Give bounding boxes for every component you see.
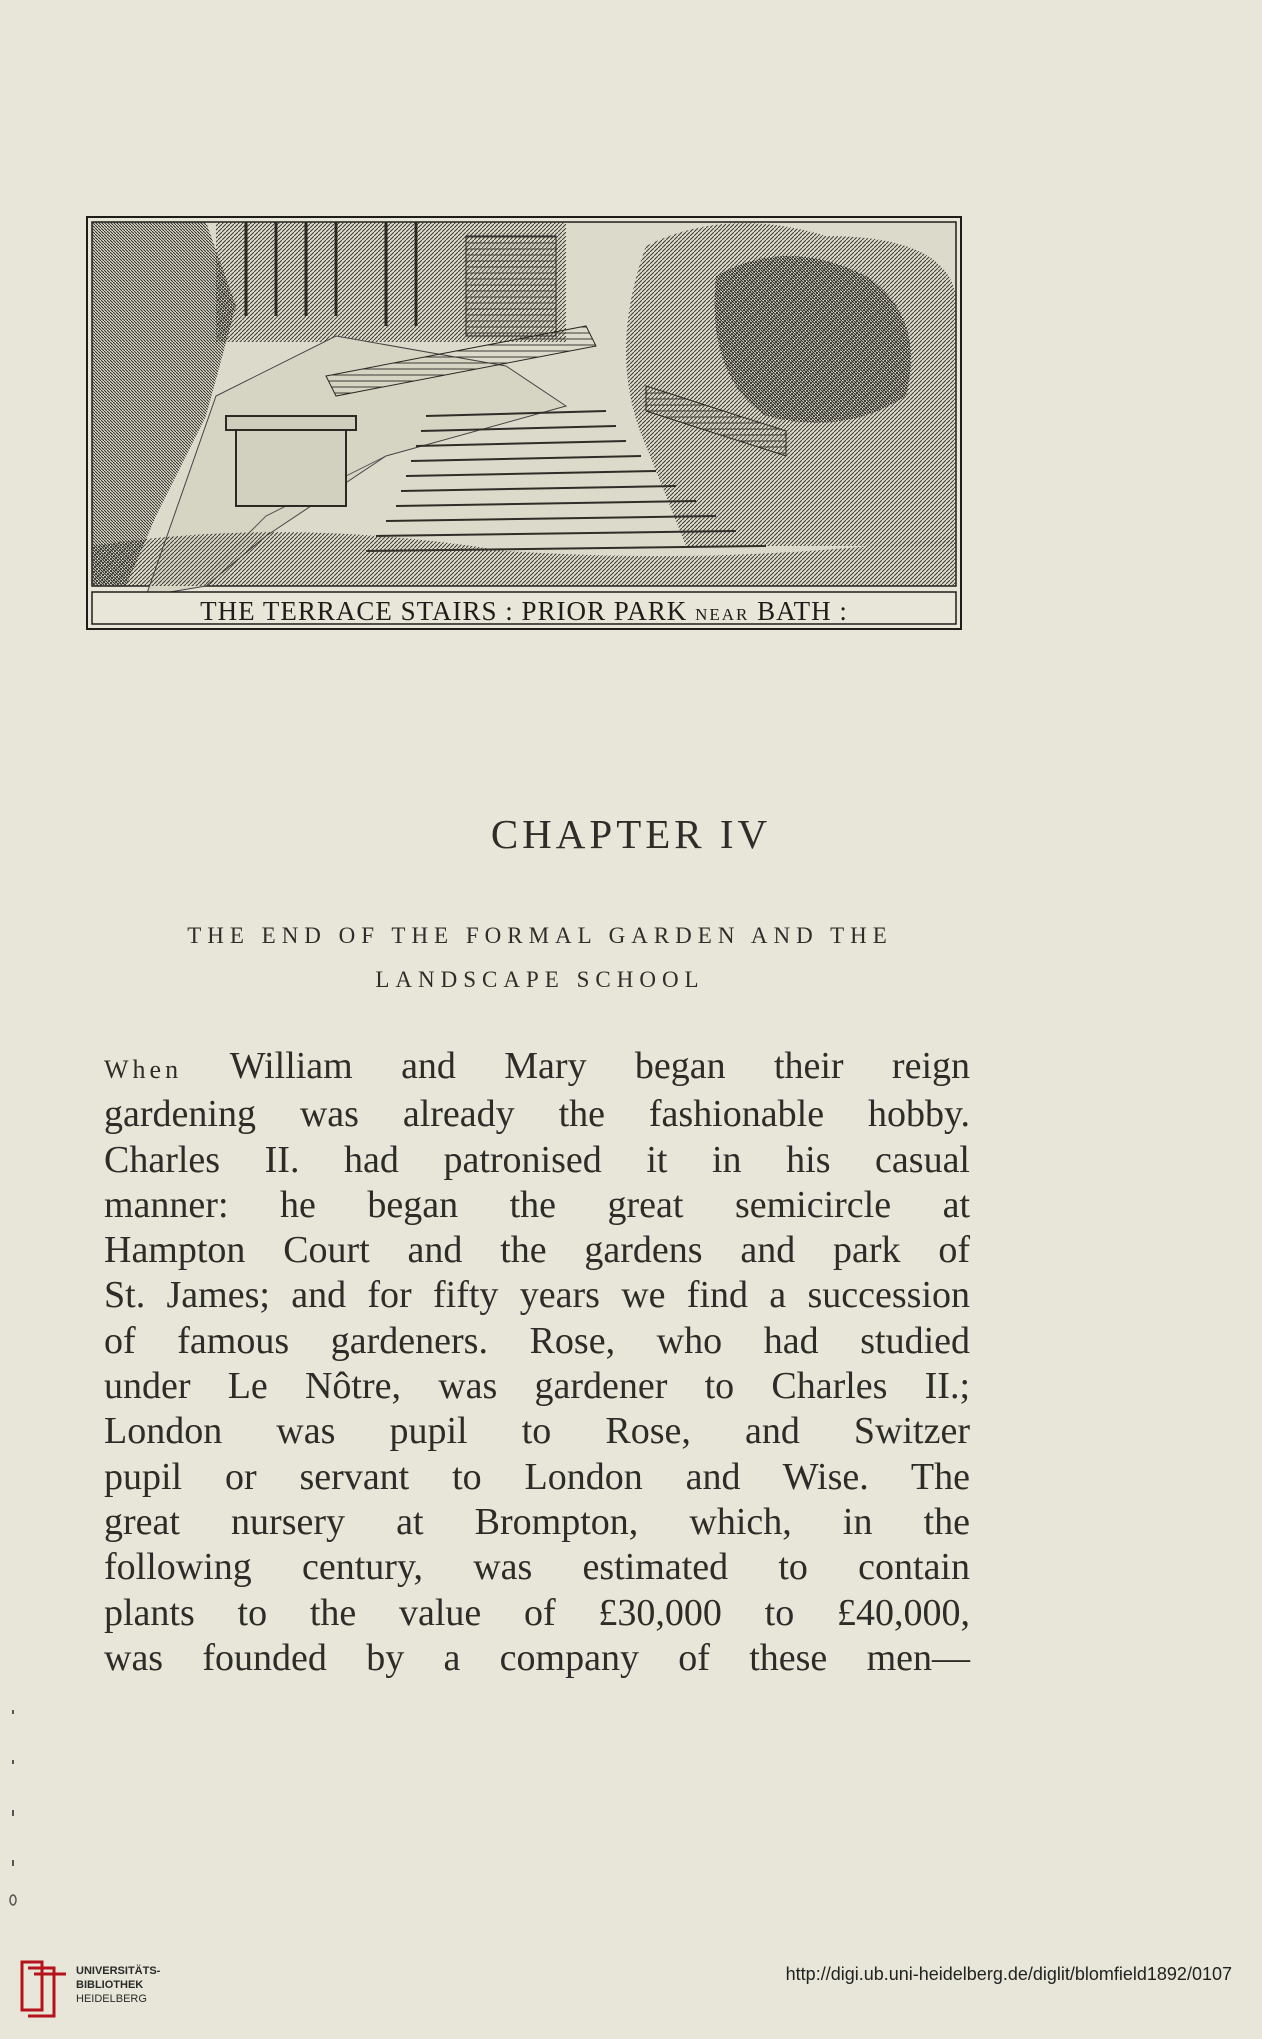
body-line: Hampton Court and the gardens and park of (104, 1229, 970, 1272)
library-line-2: BIBLIOTHEK (76, 1979, 144, 1991)
body-line: great nursery at Brompton, which, in the (104, 1500, 970, 1543)
library-line-1: UNIVERSITÄTS- (76, 1965, 161, 1977)
chapter-subtitle (100, 914, 980, 1002)
body-paragraph (104, 1044, 970, 1681)
chapter-title: CHAPTER IV (490, 811, 772, 857)
body-line: following century, was estimated to contain (104, 1546, 970, 1589)
illustration-plate (86, 216, 962, 630)
plate-caption (90, 596, 958, 626)
body-line (104, 1044, 970, 1092)
body-line: under Le Nôtre, was gardener to Charles II.; (104, 1365, 970, 1408)
library-name (76, 1964, 160, 2006)
body-line: plants to the value of £30,000 to £40,000, (104, 1591, 970, 1634)
body-line: was founded by a company of these men— (104, 1636, 970, 1679)
terrace-stairs-engraving (86, 216, 962, 630)
caption-end: BATH : (757, 596, 848, 626)
caption-small-word: NEAR (695, 605, 750, 624)
body-line: gardening was already the fashionable hobby. (104, 1093, 970, 1136)
body-line: St. James; and for fifty years we find a succession (104, 1274, 970, 1317)
subtitle-line-1: THE END OF THE FORMAL GARDEN AND THE (187, 923, 893, 948)
caption-main: THE TERRACE STAIRS : PRIOR PARK (200, 596, 688, 626)
first-word: When (104, 1055, 183, 1084)
body-line: pupil or servant to London and Wise. The (104, 1455, 970, 1498)
body-line: manner: he began the great semicircle at (104, 1183, 970, 1226)
body-line: of famous gardeners. Rose, who had studied (104, 1319, 970, 1362)
subtitle-line-2: LANDSCAPE SCHOOL (375, 967, 705, 992)
library-line-3: HEIDELBERG (76, 1993, 147, 2005)
source-url[interactable]: http://digi.ub.uni-heidelberg.de/diglit/blomfield1892/0107 (785, 1964, 1232, 1984)
body-line-text: William and Mary began their reign (182, 1045, 970, 1087)
margin-marks (8, 1700, 18, 1920)
body-line: London was pupil to Rose, and Switzer (104, 1410, 970, 1453)
body-line: Charles II. had patronised it in his casual (104, 1138, 970, 1181)
